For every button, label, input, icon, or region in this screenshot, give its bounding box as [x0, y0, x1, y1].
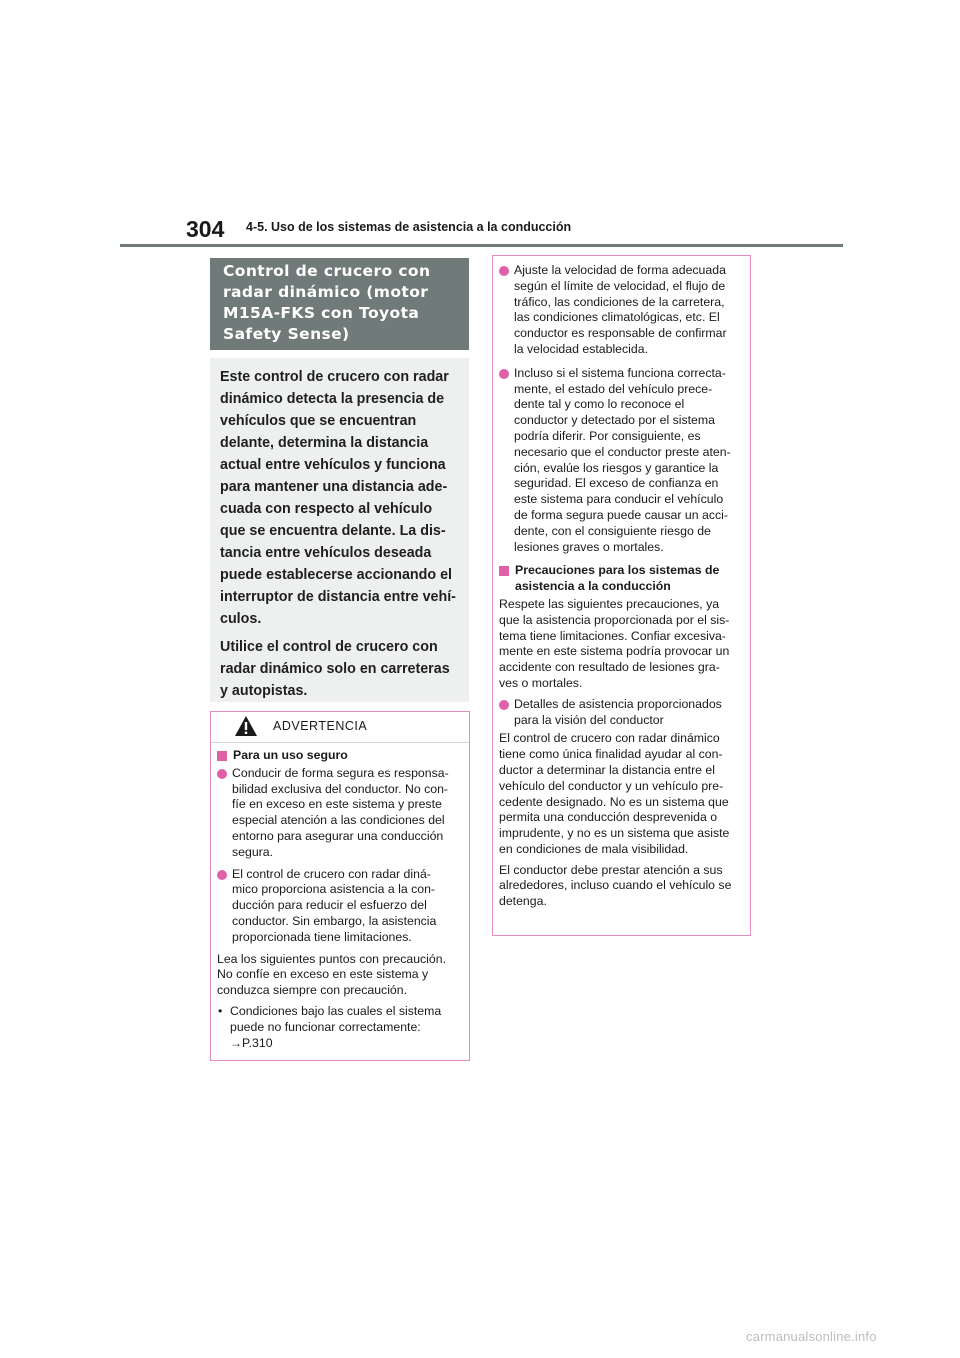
text-line: puede establecerse accionando el [220, 567, 453, 583]
section-title-box [210, 258, 469, 350]
text-line: Este control de crucero con radar [220, 369, 449, 385]
bullet-text [232, 867, 436, 946]
text-line: que se encuentra delante. La dis- [220, 523, 446, 539]
bullet-text [232, 766, 449, 861]
heading-text: Para un uso seguro [233, 748, 348, 762]
text-line: entorno para asegurar una conducción [232, 828, 444, 843]
text-line: ducción para reducir el esfuerzo del [232, 898, 427, 913]
circle-bullet-icon [499, 700, 509, 710]
text-line: tiene como única finalidad ayudar al con- [499, 747, 723, 762]
text-line: alrededores, incluso cuando el vehículo se [499, 878, 732, 893]
bullet-text [514, 263, 727, 358]
text-line: dinámico detecta la presencia de [220, 391, 445, 407]
text-line: y autopistas. [220, 683, 308, 699]
square-bullet-icon [217, 751, 227, 761]
text-line: cuada con respecto al vehículo [220, 501, 433, 517]
text-line: cedente designado. No es un sistema que [499, 794, 729, 809]
text-line: proporcionada tiene limitaciones. [232, 929, 412, 944]
text-line: Condiciones bajo las cuales el sistema [230, 1003, 442, 1018]
warning-heading [499, 563, 744, 595]
text-line: seguridad. El exceso de confianza en [514, 476, 719, 491]
text-line: necesario que el conductor preste aten- [514, 444, 731, 459]
text-line: podría diferir. Por consiguiente, es [514, 428, 701, 443]
square-bullet-icon [499, 566, 509, 576]
text-line: conductor y detectado por el sistema [514, 413, 715, 428]
page-reference [217, 1036, 463, 1052]
circle-bullet-icon [217, 769, 227, 779]
circle-bullet-icon [499, 266, 509, 276]
text-line: mente en este sistema podría provocar un [499, 644, 730, 659]
text-line: tema tiene limitaciones. Confiar excesiva- [499, 628, 726, 643]
text-line: No confíe en exceso en este sistema y [217, 967, 429, 982]
bullet-text [514, 697, 722, 729]
intro-paragraph-1 [220, 366, 459, 630]
title-line: radar dinámico (motor [223, 283, 429, 301]
text-line: accidente con resultado de lesiones gra- [499, 660, 720, 675]
text-line: tráfico, las condiciones de la carretera, [514, 294, 725, 309]
watermark: carmanualsonline.info [746, 1329, 877, 1344]
warning-triangle-icon [234, 715, 258, 737]
text-line: mico proporciona asistencia a la con- [232, 882, 436, 897]
text-line: El control de crucero con radar dinámico [499, 731, 720, 746]
text-line: El control de crucero con radar diná- [232, 866, 431, 881]
text-line: fíe en exceso en este sistema y preste [232, 797, 442, 812]
text-line: Detalles de asistencia proporcionados [514, 696, 722, 711]
warning-body [211, 743, 469, 1051]
text-line: Conducir de forma segura es responsa- [232, 765, 449, 780]
text-line: ción, evalúe los riesgos y garantice la [514, 460, 719, 475]
text-line: conduzca siempre con precaución. [217, 983, 408, 998]
text-line: dente, con el consiguiente riesgo de [514, 523, 711, 538]
text-line: puede no funcionar correctamente: [230, 1019, 421, 1034]
text-line: especial atención a las condiciones del [232, 813, 445, 828]
sub-text [230, 1004, 441, 1036]
text-line: la velocidad establecida. [514, 341, 648, 356]
reference-link[interactable]: P.310 [242, 1035, 273, 1050]
warning-bullet [499, 263, 744, 358]
page-number: 304 [186, 216, 225, 242]
text-line: lesiones graves o mortales. [514, 539, 664, 554]
text-line: vehículo del conductor y un vehículo pre- [499, 778, 724, 793]
text-line: vehículos que se encuentran [220, 413, 417, 429]
text-line: ductor a determinar la distancia entre el [499, 762, 715, 777]
text-line: Incluso si el sistema funciona correcta- [514, 365, 726, 380]
text-line: permita una conducción desprevenida o [499, 810, 718, 825]
warning-heading [217, 748, 463, 764]
title-line: Control de crucero con [223, 262, 431, 280]
intro-box [210, 358, 469, 702]
warning-bullet [499, 366, 744, 556]
text-line: actual entre vehículos y funciona [220, 457, 446, 473]
warning-title: ADVERTENCIA [273, 719, 368, 733]
text-line: conductor es responsable de confirmar [514, 326, 727, 341]
warning-sub-item [217, 1004, 463, 1036]
warning-header [211, 712, 469, 743]
circle-bullet-icon [217, 870, 227, 880]
warning-bullet [499, 697, 744, 729]
text-line: ves o mortales. [499, 675, 583, 690]
text-line: interruptor de distancia entre vehí- [220, 589, 456, 605]
text-line: delante, determina la distancia [220, 435, 429, 451]
section-header: 4-5. Uso de los sistemas de asistencia a la conducción [246, 220, 572, 234]
text-line: tancia entre vehículos deseada [220, 545, 432, 561]
text-line: conductor. Sin embargo, la asistencia [232, 913, 437, 928]
circle-bullet-icon [499, 369, 509, 379]
warning-box [210, 711, 470, 1061]
text-line: Utilice el control de crucero con [220, 639, 438, 655]
warning-bullet [217, 766, 463, 861]
text-line: Precauciones para los sistemas de [515, 563, 720, 578]
warning-bullet [217, 867, 463, 946]
text-line: las condiciones climatológicas, etc. El [514, 310, 720, 325]
warning-paragraph [499, 863, 744, 910]
bullet-text [514, 366, 731, 556]
warning-continuation-box [492, 255, 751, 936]
text-line: dente tal y como lo reconoce el [514, 397, 685, 412]
text-line: que la asistencia proporcionada por el sis- [499, 612, 730, 627]
warning-paragraph [499, 597, 744, 692]
text-line: para mantener una distancia ade- [220, 479, 448, 495]
text-line: para la visión del conductor [514, 712, 664, 727]
intro-paragraph-2 [220, 636, 459, 702]
text-line: según el límite de velocidad, el flujo de [514, 278, 726, 293]
heading-text [515, 563, 719, 595]
arrow-right-icon: → [230, 1035, 242, 1050]
warning-paragraph [217, 952, 463, 999]
text-line: El conductor debe prestar atención a sus [499, 862, 723, 877]
text-line: asistencia a la conducción [515, 579, 671, 594]
text-line: culos. [220, 611, 262, 627]
text-line: detenga. [499, 894, 547, 909]
sub-bullet-mark: • [218, 1003, 223, 1018]
text-line: este sistema para conducir el vehículo [514, 492, 724, 507]
text-line: bilidad exclusiva del conductor. No con- [232, 781, 448, 796]
text-line: Ajuste la velocidad de forma adecuada [514, 263, 726, 277]
title-line: Safety Sense) [223, 325, 350, 343]
text-line: mente, el estado del vehículo prece- [514, 381, 713, 396]
text-line: Respete las siguientes precauciones, ya [499, 596, 720, 611]
text-line: de forma segura puede causar un acci- [514, 507, 728, 522]
text-line: Lea los siguientes puntos con precaución. [217, 951, 447, 966]
header-rule [120, 244, 843, 247]
title-line: M15A-FKS con Toyota [223, 304, 420, 322]
text-line: imprudente, y no es un sistema que asiste [499, 826, 730, 841]
text-line: segura. [232, 844, 274, 859]
text-line: en condiciones de mala visibilidad. [499, 841, 689, 856]
warning-paragraph [499, 731, 744, 857]
text-line: radar dinámico solo en carreteras [220, 661, 450, 677]
